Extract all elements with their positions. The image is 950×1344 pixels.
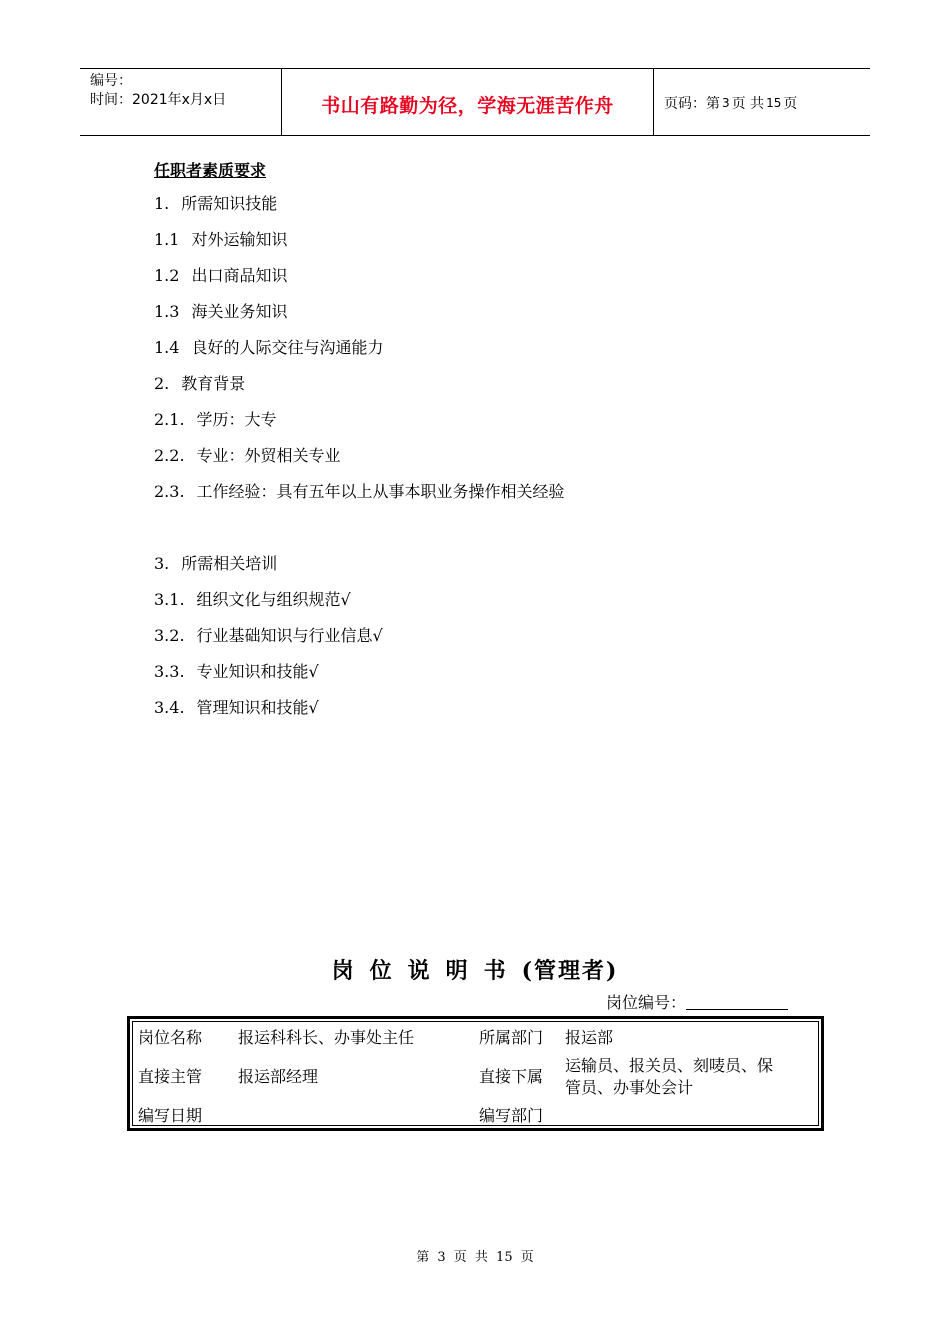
page-header [80, 68, 870, 136]
date-label: 编写日期 [138, 1106, 203, 1125]
spacer [154, 510, 814, 546]
section-title: 任职者素质要求 [154, 161, 267, 180]
list-item: 2.2. 专业：外贸相关专业 [154, 446, 341, 465]
header-meta [80, 69, 282, 135]
job-description-title: 岗位说明书(管理者) [331, 958, 619, 984]
list-item: 2.3. 工作经验：具有五年以上从事本职业务操作相关经验 [154, 482, 565, 501]
job-info-table [127, 1016, 824, 1131]
list-item: 2.1. 学历：大专 [154, 410, 277, 429]
doc-code-label: 编号： [90, 73, 132, 89]
subordinates-value-1: 运输员、报关员、刻唛员、保 [565, 1056, 774, 1075]
list-item: 1. 所需知识技能 [154, 194, 278, 213]
job-code-blank [686, 993, 788, 1010]
list-item: 3. 所需相关培训 [154, 554, 278, 573]
page-mid: 页 共 [731, 96, 765, 112]
page-footer: 第 3 页 共 15 页 [416, 1250, 534, 1265]
job-code-label: 岗位编号： [606, 993, 687, 1012]
header-motto: 书山有路勤为径，学海无涯苦作舟 [282, 69, 654, 135]
doc-time-label: 时间： [90, 92, 132, 108]
list-item: 1.3 海关业务知识 [154, 302, 288, 321]
page-total: 15 [766, 96, 782, 110]
subordinates-label: 直接下属 [479, 1067, 544, 1086]
page-label: 页码：第 [664, 96, 720, 112]
list-item: 3.1. 组织文化与组织规范√ [154, 590, 351, 609]
list-item: 1.1 对外运输知识 [154, 230, 288, 249]
dept-label: 所属部门 [479, 1028, 544, 1047]
subordinates-value-2: 管员、办事处会计 [565, 1078, 694, 1097]
page-current: 3 [722, 96, 730, 110]
position-value: 报运科科长、办事处主任 [238, 1028, 415, 1047]
header-page-info [654, 69, 870, 135]
list-item: 3.4. 管理知识和技能√ [154, 698, 319, 717]
doc-time-value: 2021年x月x日 [132, 92, 227, 108]
requirements-section [154, 156, 814, 726]
list-item: 2. 教育背景 [154, 374, 246, 393]
supervisor-value: 报运部经理 [238, 1067, 319, 1086]
author-dept-label: 编写部门 [479, 1106, 544, 1125]
supervisor-label: 直接主管 [138, 1067, 203, 1086]
job-code [606, 990, 788, 1013]
position-label: 岗位名称 [138, 1028, 203, 1047]
list-item: 1.2 出口商品知识 [154, 266, 288, 285]
page-suffix: 页 [783, 96, 798, 112]
list-item: 3.2. 行业基础知识与行业信息√ [154, 626, 383, 645]
doc-time [90, 91, 281, 110]
dept-value: 报运部 [565, 1028, 614, 1047]
list-item: 1.4 良好的人际交往与沟通能力 [154, 338, 384, 357]
list-item: 3.3. 专业知识和技能√ [154, 662, 319, 681]
job-info-table-inner [132, 1021, 819, 1126]
